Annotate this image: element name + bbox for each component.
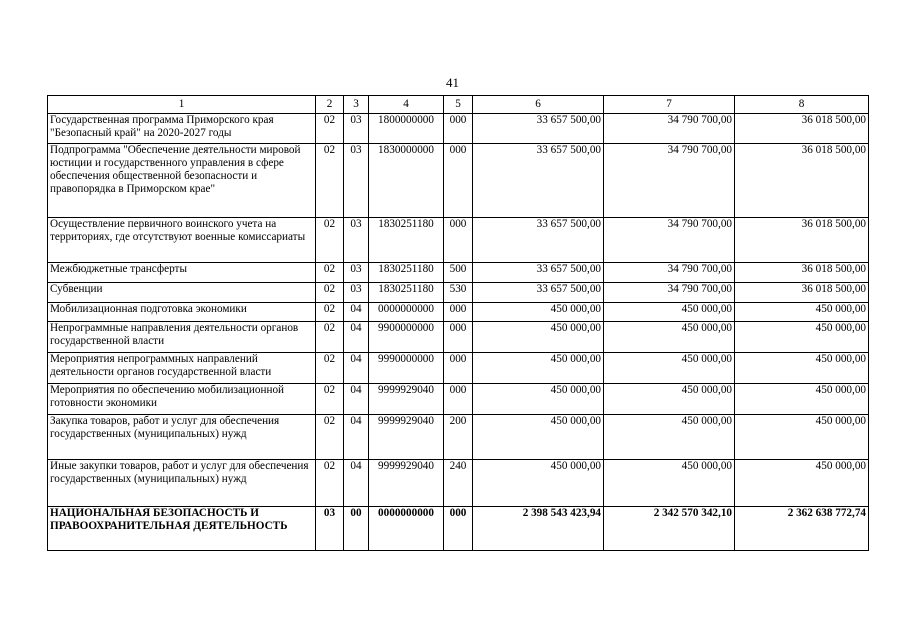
row-value-7: 450 000,00 [604,322,735,353]
row-code-5: 500 [444,263,473,283]
row-value-7: 450 000,00 [604,415,735,460]
row-code-4: 1830251180 [369,263,444,283]
row-value-6: 33 657 500,00 [473,144,604,218]
row-code-2: 02 [316,322,344,353]
row-name: Мероприятия непрограммных направлений деятельности органов государственной власти [48,353,316,384]
row-code-5: 530 [444,283,473,303]
table-row [48,322,869,353]
header-cell: 5 [444,96,473,114]
row-value-7: 450 000,00 [604,303,735,322]
row-value-8: 36 018 500,00 [735,283,869,303]
row-code-5: 000 [444,218,473,263]
row-value-6: 450 000,00 [473,353,604,384]
total-row [48,507,869,551]
table-row [48,415,869,460]
row-code-4: 9990000000 [369,353,444,384]
row-value-8: 450 000,00 [735,460,869,507]
row-code-4: 9999929040 [369,415,444,460]
row-name: Межбюджетные трансферты [48,263,316,283]
row-value-6: 450 000,00 [473,322,604,353]
row-code-2: 02 [316,303,344,322]
header-cell: 1 [48,96,316,114]
row-code-5: 240 [444,460,473,507]
row-value-8: 36 018 500,00 [735,114,869,144]
row-code-3: 03 [344,263,369,283]
row-value-7: 34 790 700,00 [604,263,735,283]
row-value-8: 450 000,00 [735,384,869,415]
row-code-4: 1830251180 [369,283,444,303]
budget-table [47,95,869,551]
row-code-4: 1800000000 [369,114,444,144]
row-code-5: 000 [444,144,473,218]
row-code-2: 02 [316,384,344,415]
row-value-6: 450 000,00 [473,460,604,507]
row-code-4: 9999929040 [369,384,444,415]
header-cell: 2 [316,96,344,114]
table-row [48,353,869,384]
row-value-6: 33 657 500,00 [473,263,604,283]
row-code-3: 04 [344,415,369,460]
row-value-8: 2 362 638 772,74 [735,507,869,551]
row-value-8: 36 018 500,00 [735,218,869,263]
row-code-4: 9900000000 [369,322,444,353]
row-code-2: 02 [316,263,344,283]
table-row [48,283,869,303]
row-code-4: 0000000000 [369,303,444,322]
row-value-7: 450 000,00 [604,460,735,507]
row-code-4: 1830000000 [369,144,444,218]
row-code-3: 04 [344,353,369,384]
row-name: Мобилизационная подготовка экономики [48,303,316,322]
row-code-5: 000 [444,353,473,384]
row-name: Мероприятия по обеспечению мобилизационной готовности экономики [48,384,316,415]
row-value-7: 450 000,00 [604,353,735,384]
row-code-2: 02 [316,114,344,144]
row-value-7: 34 790 700,00 [604,218,735,263]
row-code-3: 04 [344,322,369,353]
row-value-6: 450 000,00 [473,384,604,415]
page-number: 41 [446,75,459,90]
row-value-6: 450 000,00 [473,303,604,322]
row-code-4: 0000000000 [369,507,444,551]
row-value-7: 34 790 700,00 [604,283,735,303]
table-row [48,460,869,507]
row-code-3: 03 [344,144,369,218]
row-code-5: 200 [444,415,473,460]
row-name: Закупка товаров, работ и услуг для обеспечения государственных (муниципальных) нужд [48,415,316,460]
row-value-7: 450 000,00 [604,384,735,415]
row-name: Иные закупки товаров, работ и услуг для обеспечения государственных (муниципальных) нужд [48,460,316,507]
row-value-6: 2 398 543 423,94 [473,507,604,551]
row-value-6: 450 000,00 [473,415,604,460]
row-code-2: 03 [316,507,344,551]
row-code-5: 000 [444,114,473,144]
row-value-7: 34 790 700,00 [604,144,735,218]
row-code-3: 00 [344,507,369,551]
row-value-7: 2 342 570 342,10 [604,507,735,551]
table-row [48,263,869,283]
row-code-2: 02 [316,283,344,303]
row-code-2: 02 [316,353,344,384]
row-code-5: 000 [444,303,473,322]
header-cell: 8 [735,96,869,114]
header-cell: 6 [473,96,604,114]
row-value-8: 36 018 500,00 [735,263,869,283]
row-code-4: 9999929040 [369,460,444,507]
row-value-6: 33 657 500,00 [473,283,604,303]
header-cell: 3 [344,96,369,114]
header-cell: 7 [604,96,735,114]
row-code-3: 03 [344,218,369,263]
row-code-5: 000 [444,322,473,353]
row-code-2: 02 [316,460,344,507]
row-code-2: 02 [316,144,344,218]
row-name: Осуществление первичного воинского учета на территориях, где отсутствуют военные комиссариаты [48,218,316,263]
row-value-8: 450 000,00 [735,322,869,353]
row-name: Подпрограмма "Обеспечение деятельности мировой юстиции и государственного управления в сфере обеспечения общественной безопасности и правопорядка в Приморском крае" [48,144,316,218]
row-name: НАЦИОНАЛЬНАЯ БЕЗОПАСНОСТЬ И ПРАВООХРАНИТЕЛЬНАЯ ДЕЯТЕЛЬНОСТЬ [48,507,316,551]
row-value-7: 34 790 700,00 [604,114,735,144]
header-cell: 4 [369,96,444,114]
row-code-3: 04 [344,303,369,322]
row-value-8: 450 000,00 [735,303,869,322]
row-code-3: 04 [344,460,369,507]
table-row [48,218,869,263]
row-code-3: 03 [344,114,369,144]
table-row [48,114,869,144]
row-code-5: 000 [444,384,473,415]
row-value-8: 450 000,00 [735,415,869,460]
row-code-2: 02 [316,415,344,460]
row-code-3: 04 [344,384,369,415]
row-value-8: 36 018 500,00 [735,144,869,218]
row-code-2: 02 [316,218,344,263]
table-row [48,144,869,218]
row-name: Государственная программа Приморского края "Безопасный край" на 2020-2027 годы [48,114,316,144]
row-code-4: 1830251180 [369,218,444,263]
table-row [48,303,869,322]
table-row [48,384,869,415]
row-name: Непрограммные направления деятельности органов государственной власти [48,322,316,353]
row-value-6: 33 657 500,00 [473,114,604,144]
row-code-3: 03 [344,283,369,303]
row-value-6: 33 657 500,00 [473,218,604,263]
row-value-8: 450 000,00 [735,353,869,384]
header-row [48,96,869,114]
row-name: Субвенции [48,283,316,303]
row-code-5: 000 [444,507,473,551]
